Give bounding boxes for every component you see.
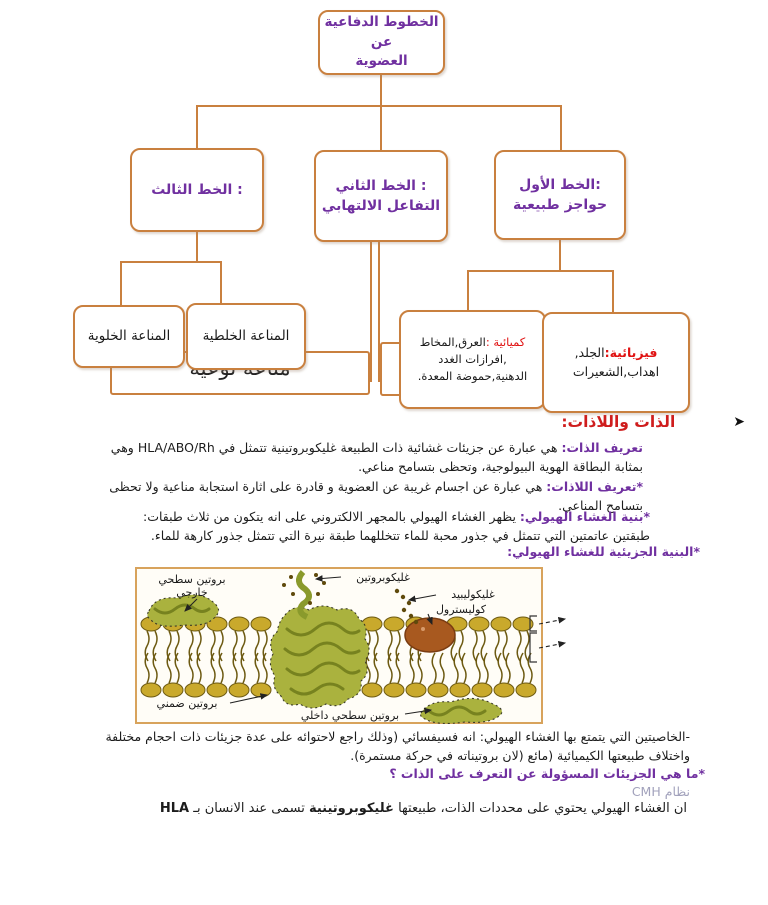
second-line-label: الخط الثاني : التفاعل الالتهابي <box>321 177 441 214</box>
connector-line <box>120 261 222 263</box>
hla-paragraph <box>72 799 687 819</box>
membrane-properties-paragraph: -الخاصيتين التي يتمتع بها الغشاء الهيولي: انه فسيفسائي (وذلك راجع لاحتوائه على عدة جزيئات ذات احجام مختلفة واختلاف طبيعتها الكيميائية (مائع (لان بروتيناته في حركة مستمرة). <box>105 729 690 764</box>
flowchart-root-box <box>318 10 445 75</box>
chemical-barriers-lead: كميائية : <box>485 334 526 349</box>
membrane-structure-paragraph <box>102 507 650 546</box>
physical-barriers-lead: فيزيائية: <box>604 344 658 360</box>
physical-barriers-text <box>550 344 682 382</box>
integral-protein-shape <box>270 606 369 708</box>
second-line-box <box>314 150 448 242</box>
physical-barriers-box <box>542 312 690 413</box>
cholesterol-shape <box>405 618 455 652</box>
connector-line <box>196 232 198 262</box>
definition-self-paragraph <box>110 438 643 477</box>
molecular-structure-title: *البنية الجزيئية للغشاء الهيولي: <box>507 544 700 559</box>
connector-line <box>560 105 562 152</box>
glycolipid-label: غليكوليبيد <box>451 588 495 601</box>
cmh-system-label: نظام CMH <box>631 784 690 799</box>
connector-line <box>196 105 198 150</box>
self-nonself-heading: الذات واللاذات: <box>561 413 676 431</box>
cholesterol-label: كوليسترول <box>435 603 487 616</box>
hla-text-bold: غليكوبروتينية <box>308 801 394 816</box>
chemical-barriers-text <box>407 334 538 386</box>
cellular-immunity-label: المناعة الخلوية <box>87 327 171 344</box>
cellular-immunity-box <box>73 305 185 368</box>
integral-protein-label: بروتين ضمني <box>156 697 218 710</box>
definition-nonself-lead: *تعريف اللاذات: <box>546 479 643 494</box>
chemical-barriers-rest: العرق,المخاط ,افرازات الغدد الدهنية,حموضة المعدة. <box>417 334 528 384</box>
connector-line <box>612 270 614 313</box>
connector-line <box>378 242 380 382</box>
first-line-box <box>494 150 626 240</box>
third-line-box <box>130 148 264 232</box>
first-line-label: الخط الأول: حواجز طبيعية <box>512 176 608 213</box>
definition-nonself-text: هي عبارة عن اجسام غريبة عن العضوية و قادرة على اثارة استجابة مناعية ولا تحظى بتسامح المناعي. <box>109 479 643 514</box>
definition-self-text: هي عبارة عن جزيئات غشائية ذات الطبيعة غليكوبروتينية تتمثل في HLA/ABO/Rh وهي بمثابة البطاقة الهوية البيولوجية، وتحظى بتسامح مناعي. <box>110 440 643 475</box>
hla-code: HLA <box>159 801 190 816</box>
hla-text-post: تسمى عند الانسان بـ <box>189 801 309 816</box>
humoral-immunity-box <box>186 303 306 370</box>
membrane-structure-lead: *بنية الغشاء الهيولي: <box>519 509 650 524</box>
outer-surface-protein-label2: خارجي <box>176 586 208 599</box>
connector-line <box>467 270 614 272</box>
connector-line <box>380 105 382 152</box>
membrane-figure <box>135 567 575 729</box>
connector-line <box>380 74 382 107</box>
physical-barriers-rest: الجلد, اهداب,الشعيرات <box>572 344 660 379</box>
recognition-question: *ما هي الجزيئات المسؤولة عن التعرف على الذات ؟ <box>389 766 705 781</box>
connector-line <box>120 261 122 306</box>
humoral-immunity-label: المناعة الخلطية <box>202 327 290 344</box>
connector-line <box>467 270 469 311</box>
self-nonself-heading-line <box>561 413 745 431</box>
hla-text-pre: ان الغشاء الهيولي يحتوي على محددات الذات، طبيعتها <box>393 801 687 816</box>
flowchart-root-label: الخطوط الدفاعية عن العضوية <box>324 14 439 70</box>
glycoprotein-label: غليكوبروتين <box>356 571 410 584</box>
connector-line <box>370 242 372 382</box>
connector-line <box>559 240 561 271</box>
arrow-bullet-icon: ➤ <box>733 414 745 430</box>
membrane-structure-text: يظهر الغشاء الهيولي بالمجهر الالكتروني على انه يتكون من ثلاث طبقات: طبقتين عاتمتين التي تتمثل في جذور محبة للماء تتخللهما طبقة نيرة التي تتمثل جذور كارهة للماء. <box>142 509 650 544</box>
definition-self-lead: تعريف الذات: <box>561 440 643 455</box>
connector-line <box>220 261 222 304</box>
outer-surface-protein-label: بروتين سطحي <box>158 573 226 586</box>
inner-surface-protein-label: بروتين سطحي داخلي <box>300 709 400 722</box>
chemical-barriers-box <box>399 310 546 409</box>
connector-line <box>196 105 562 107</box>
third-line-label: الخط الثالث : <box>151 181 243 198</box>
